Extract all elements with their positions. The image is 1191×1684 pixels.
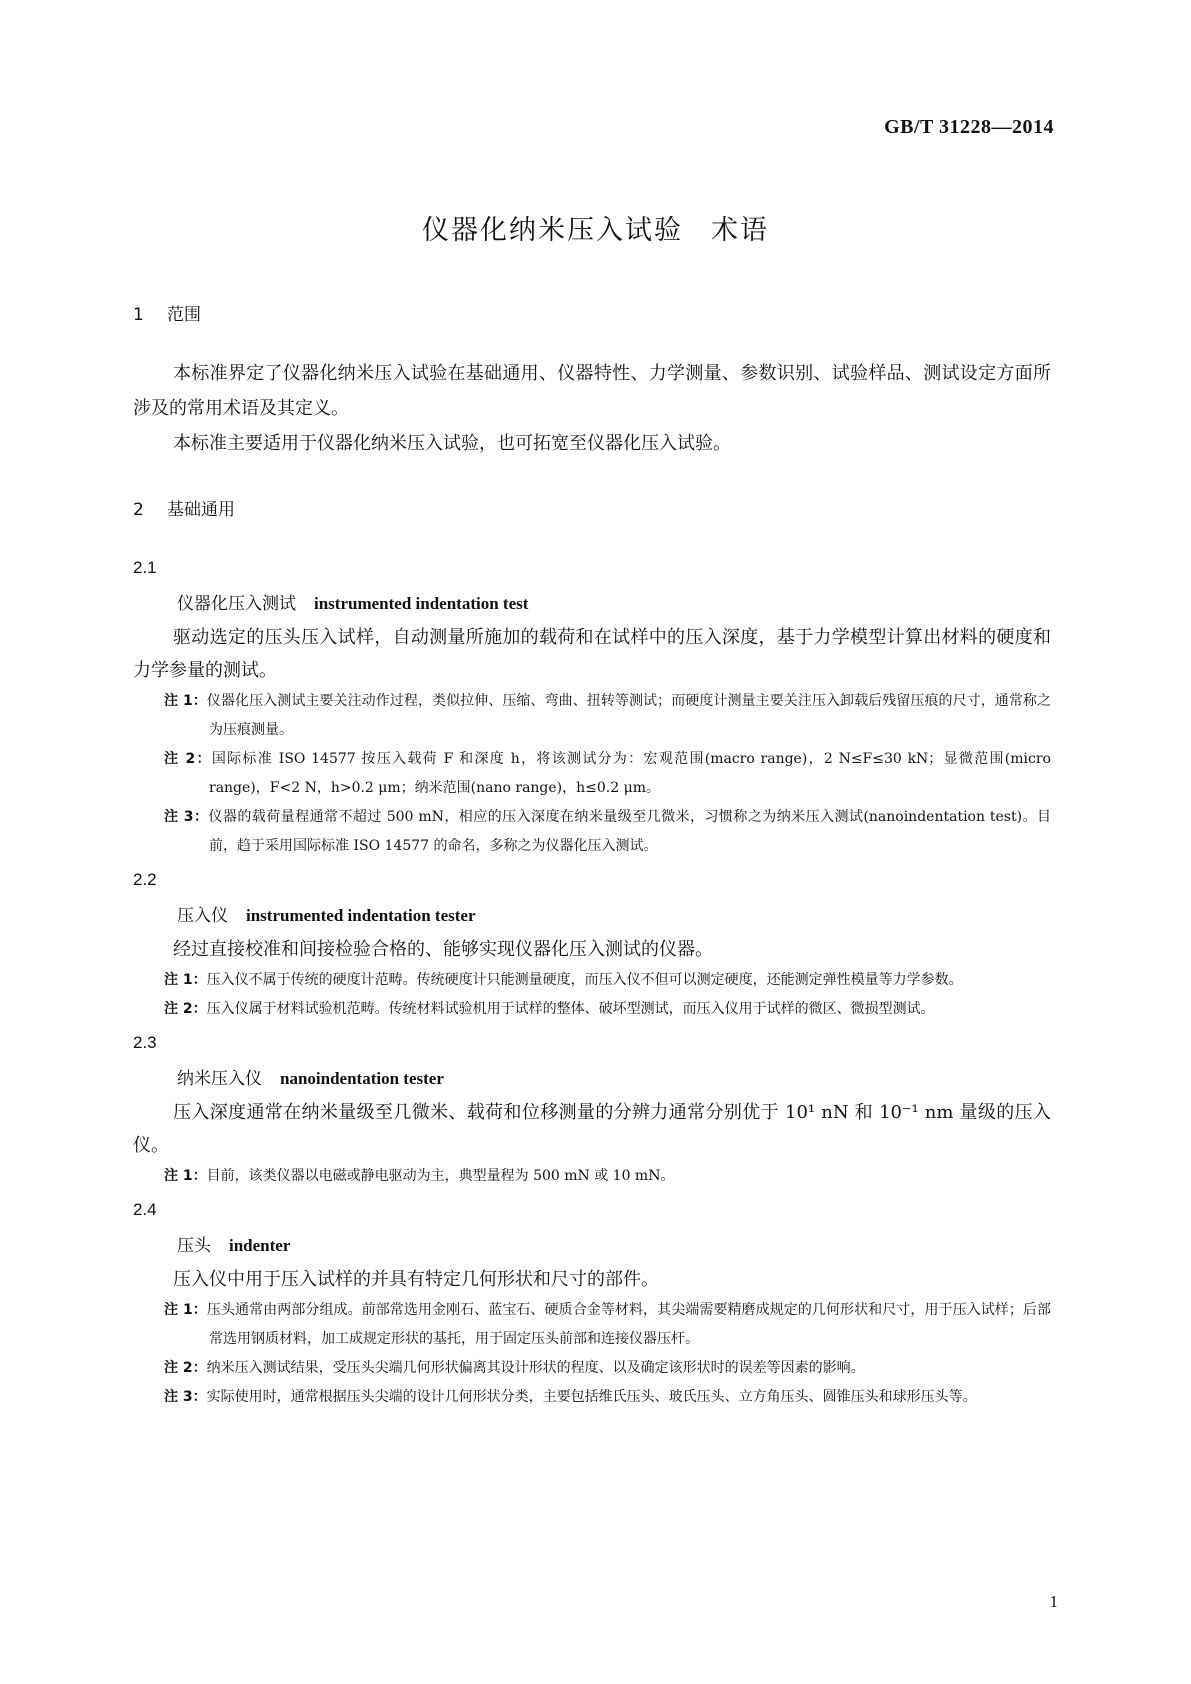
note-text: 仪器化压入测试主要关注动作过程，类似拉伸、压缩、弯曲、扭转等测试；而硬度计测量主要关注压入卸载后残留压痕的尺寸，通常称之为压痕测量。 bbox=[206, 693, 1051, 738]
page-number: 1 bbox=[1049, 1592, 1058, 1611]
note bbox=[133, 1383, 1051, 1412]
scope-paragraph-1: 本标准界定了仪器化纳米压入试验在基础通用、仪器特性、力学测量、参数识别、试验样品、测试设定方面所涉及的常用术语及其定义。 bbox=[133, 363, 1051, 419]
section-title: 范围 bbox=[167, 305, 201, 325]
term-chinese: 仪器化压入测试 bbox=[177, 594, 296, 614]
term-heading bbox=[133, 1062, 1051, 1096]
note bbox=[133, 687, 1051, 745]
title-sub: 术语 bbox=[711, 215, 769, 246]
note bbox=[133, 966, 1051, 995]
scope-paragraph-2: 本标准主要适用于仪器化纳米压入试验，也可拓宽至仪器化压入试验。 bbox=[173, 433, 731, 454]
term-english: indenter bbox=[229, 1236, 291, 1255]
clause-number: 2.4 bbox=[133, 1200, 157, 1219]
note-label: 注 1： bbox=[164, 1168, 207, 1184]
section-1-heading bbox=[133, 300, 1051, 330]
standard-code: GB/T 31228—2014 bbox=[884, 116, 1054, 138]
note bbox=[133, 745, 1051, 803]
title-main: 仪器化纳米压入试验 bbox=[422, 215, 683, 246]
note-text: 目前，该类仪器以电磁或静电驱动为主，典型量程为 500 mN 或 10 mN。 bbox=[206, 1168, 675, 1184]
term-heading bbox=[133, 1229, 1051, 1263]
term-english: instrumented indentation tester bbox=[246, 906, 476, 925]
term-definition: 压入仪中用于压入试样的并具有特定几何形状和尺寸的部件。 bbox=[173, 1269, 659, 1290]
note-text: 仪器的载荷量程通常不超过 500 mN，相应的压入深度在纳米量级至几微米，习惯称之为纳米压入测试(nanoindentation test)。目前，趋于采用国际标准 ISO 14577 的命名，多称之为仪器化压入测试。 bbox=[208, 809, 1051, 854]
clause-2-3 bbox=[133, 1024, 1051, 1191]
clause-number: 2.2 bbox=[133, 870, 157, 889]
note bbox=[133, 995, 1051, 1024]
note-label: 注 2： bbox=[164, 1001, 207, 1017]
term-heading bbox=[133, 899, 1051, 933]
note-text: 压头通常由两部分组成。前部常选用金刚石、蓝宝石、硬质合金等材料，其尖端需要精磨成规定的几何形状和尺寸，用于压入试样；后部常选用钢质材料，加工成规定形状的基托，用于固定压头前部和连接仪器压杆。 bbox=[206, 1302, 1051, 1347]
term-chinese: 压头 bbox=[177, 1236, 211, 1256]
note-label: 注 3： bbox=[164, 1389, 207, 1405]
note-label: 注 1： bbox=[164, 1302, 207, 1318]
note bbox=[133, 1296, 1051, 1354]
document-body bbox=[133, 300, 1051, 1412]
section-title: 基础通用 bbox=[167, 500, 235, 520]
note bbox=[133, 803, 1051, 861]
term-definition: 压入深度通常在纳米量级至几微米、载荷和位移测量的分辨力通常分别优于 10¹ nN 和 10⁻¹ nm 量级的压入仪。 bbox=[133, 1102, 1051, 1156]
note-label: 注 1： bbox=[164, 972, 207, 988]
clause-number: 2.1 bbox=[133, 558, 157, 577]
term-english: nanoindentation tester bbox=[280, 1069, 444, 1088]
section-number: 1 bbox=[133, 305, 144, 325]
term-definition: 经过直接校准和间接检验合格的、能够实现仪器化压入测试的仪器。 bbox=[173, 939, 713, 960]
note-text: 纳米压入测试结果，受压头尖端几何形状偏离其设计形状的程度、以及确定该形状时的误差等因素的影响。 bbox=[206, 1360, 865, 1376]
clause-2-1 bbox=[133, 549, 1051, 861]
note bbox=[133, 1162, 1051, 1191]
note-text: 国际标准 ISO 14577 按压入载荷 F 和深度 h，将该测试分为：宏观范围(macro range)，2 N≤F≤30 kN；显微范围(micro range)，F<2 N，h>0.2 μm；纳米范围(nano range)，h≤0.2 μm。 bbox=[209, 751, 1051, 796]
note-label: 注 3： bbox=[164, 809, 209, 825]
note-label: 注 2： bbox=[164, 751, 212, 767]
note-text: 压入仪不属于传统的硬度计范畴。传统硬度计只能测量硬度，而压入仪不但可以测定硬度，还能测定弹性模量等力学参数。 bbox=[206, 972, 963, 988]
section-number: 2 bbox=[133, 500, 144, 520]
note-label: 注 2： bbox=[164, 1360, 207, 1376]
term-heading bbox=[133, 587, 1051, 621]
note-text: 实际使用时，通常根据压头尖端的设计几何形状分类，主要包括维氏压头、玻氏压头、立方角压头、圆锥压头和球形压头等。 bbox=[206, 1389, 977, 1405]
note bbox=[133, 1354, 1051, 1383]
clause-2-4 bbox=[133, 1191, 1051, 1412]
clause-2-2 bbox=[133, 861, 1051, 1024]
note-text: 压入仪属于材料试验机范畴。传统材料试验机用于试样的整体、破坏型测试，而压入仪用于试样的微区、微损型测试。 bbox=[206, 1001, 935, 1017]
term-chinese: 压入仪 bbox=[177, 906, 228, 926]
term-definition: 驱动选定的压头压入试样，自动测量所施加的载荷和在试样中的压入深度，基于力学模型计算出材料的硬度和力学参量的测试。 bbox=[133, 627, 1051, 681]
clause-number: 2.3 bbox=[133, 1033, 157, 1052]
page-title bbox=[0, 208, 1191, 247]
term-chinese: 纳米压入仪 bbox=[177, 1069, 262, 1089]
section-2-heading bbox=[133, 495, 1051, 525]
term-english: instrumented indentation test bbox=[314, 594, 529, 613]
note-label: 注 1： bbox=[164, 693, 207, 709]
